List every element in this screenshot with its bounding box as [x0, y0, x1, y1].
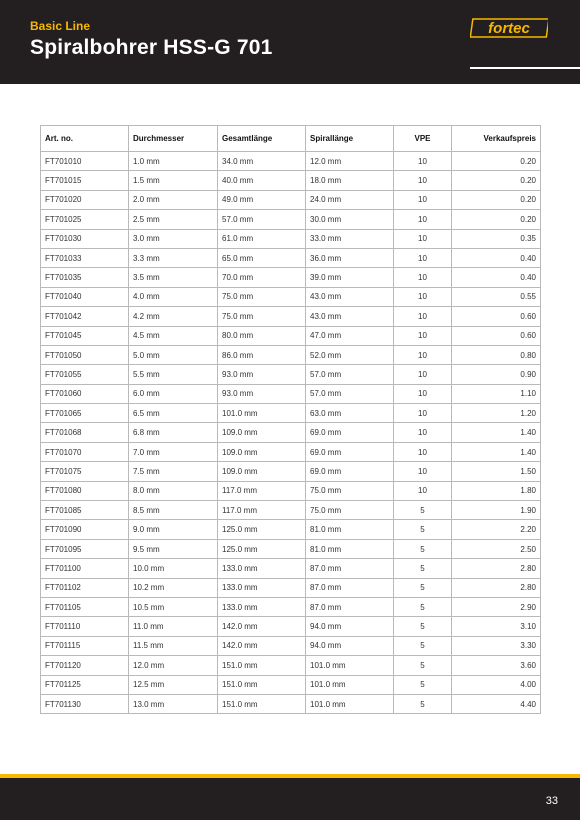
table-row [41, 404, 541, 423]
cell-spirallaenge: 87.0 mm [306, 597, 394, 616]
table-row [41, 326, 541, 345]
cell-spirallaenge: 63.0 mm [306, 404, 394, 423]
cell-verkaufspreis: 4.40 [452, 694, 541, 713]
cell-verkaufspreis: 1.20 [452, 404, 541, 423]
table-row [41, 152, 541, 171]
cell-verkaufspreis: 3.60 [452, 656, 541, 675]
table-row [41, 365, 541, 384]
cell-art-no: FT701050 [41, 345, 129, 364]
cell-verkaufspreis: 0.20 [452, 152, 541, 171]
cell-vpe: 10 [394, 268, 452, 287]
cell-art-no: FT701110 [41, 617, 129, 636]
cell-vpe: 5 [394, 694, 452, 713]
cell-art-no: FT701105 [41, 597, 129, 616]
cell-vpe: 10 [394, 462, 452, 481]
cell-durchmesser: 6.0 mm [129, 384, 218, 403]
cell-durchmesser: 7.0 mm [129, 442, 218, 461]
table-body [41, 152, 541, 714]
logo-text: fortec [488, 20, 530, 37]
cell-durchmesser: 8.0 mm [129, 481, 218, 500]
cell-art-no: FT701125 [41, 675, 129, 694]
cell-verkaufspreis: 1.90 [452, 501, 541, 520]
cell-spirallaenge: 39.0 mm [306, 268, 394, 287]
cell-verkaufspreis: 2.80 [452, 578, 541, 597]
cell-gesamtlaenge: 93.0 mm [218, 365, 306, 384]
cell-verkaufspreis: 3.10 [452, 617, 541, 636]
table-row [41, 675, 541, 694]
cell-spirallaenge: 18.0 mm [306, 171, 394, 190]
cell-durchmesser: 10.0 mm [129, 559, 218, 578]
cell-verkaufspreis: 0.35 [452, 229, 541, 248]
cell-durchmesser: 6.5 mm [129, 404, 218, 423]
cell-durchmesser: 3.5 mm [129, 268, 218, 287]
cell-art-no: FT701100 [41, 559, 129, 578]
table-row [41, 190, 541, 209]
cell-vpe: 10 [394, 404, 452, 423]
table-row [41, 268, 541, 287]
col-header-spirallaenge: Spirallänge [306, 126, 394, 152]
cell-vpe: 5 [394, 539, 452, 558]
cell-art-no: FT701060 [41, 384, 129, 403]
page-number: 33 [545, 795, 558, 807]
page-title: Spiralbohrer HSS-G 701 [30, 36, 273, 59]
cell-durchmesser: 5.5 mm [129, 365, 218, 384]
cell-durchmesser: 1.0 mm [129, 152, 218, 171]
cell-spirallaenge: 43.0 mm [306, 307, 394, 326]
cell-vpe: 10 [394, 210, 452, 229]
table-row [41, 248, 541, 267]
cell-vpe: 5 [394, 675, 452, 694]
cell-gesamtlaenge: 142.0 mm [218, 636, 306, 655]
cell-durchmesser: 10.5 mm [129, 597, 218, 616]
cell-gesamtlaenge: 117.0 mm [218, 481, 306, 500]
cell-vpe: 5 [394, 520, 452, 539]
cell-verkaufspreis: 0.40 [452, 248, 541, 267]
cell-vpe: 5 [394, 578, 452, 597]
table-row [41, 287, 541, 306]
cell-vpe: 10 [394, 152, 452, 171]
cell-gesamtlaenge: 151.0 mm [218, 694, 306, 713]
cell-durchmesser: 12.0 mm [129, 656, 218, 675]
cell-art-no: FT701068 [41, 423, 129, 442]
cell-vpe: 10 [394, 423, 452, 442]
cell-gesamtlaenge: 40.0 mm [218, 171, 306, 190]
table-row [41, 520, 541, 539]
price-table-container [40, 125, 540, 714]
cell-spirallaenge: 94.0 mm [306, 617, 394, 636]
cell-art-no: FT701025 [41, 210, 129, 229]
cell-durchmesser: 11.5 mm [129, 636, 218, 655]
cell-gesamtlaenge: 133.0 mm [218, 559, 306, 578]
cell-spirallaenge: 69.0 mm [306, 442, 394, 461]
cell-verkaufspreis: 1.50 [452, 462, 541, 481]
cell-verkaufspreis: 0.20 [452, 210, 541, 229]
table-row [41, 559, 541, 578]
table-row [41, 656, 541, 675]
table-row [41, 384, 541, 403]
cell-gesamtlaenge: 109.0 mm [218, 423, 306, 442]
col-header-gesamtlaenge: Gesamtlänge [218, 126, 306, 152]
cell-vpe: 10 [394, 442, 452, 461]
product-line-label: Basic Line [30, 19, 91, 33]
header-divider [470, 67, 580, 69]
cell-verkaufspreis: 2.50 [452, 539, 541, 558]
table-row [41, 481, 541, 500]
cell-gesamtlaenge: 125.0 mm [218, 539, 306, 558]
cell-gesamtlaenge: 61.0 mm [218, 229, 306, 248]
table-row [41, 423, 541, 442]
cell-art-no: FT701055 [41, 365, 129, 384]
table-row [41, 442, 541, 461]
cell-gesamtlaenge: 109.0 mm [218, 442, 306, 461]
price-table [40, 125, 541, 714]
cell-gesamtlaenge: 133.0 mm [218, 578, 306, 597]
cell-spirallaenge: 69.0 mm [306, 462, 394, 481]
cell-gesamtlaenge: 70.0 mm [218, 268, 306, 287]
cell-vpe: 10 [394, 365, 452, 384]
table-row [41, 578, 541, 597]
cell-gesamtlaenge: 142.0 mm [218, 617, 306, 636]
cell-durchmesser: 4.0 mm [129, 287, 218, 306]
cell-verkaufspreis: 0.55 [452, 287, 541, 306]
cell-spirallaenge: 69.0 mm [306, 423, 394, 442]
col-header-durchmesser: Durchmesser [129, 126, 218, 152]
cell-art-no: FT701040 [41, 287, 129, 306]
cell-art-no: FT701090 [41, 520, 129, 539]
cell-durchmesser: 5.0 mm [129, 345, 218, 364]
cell-verkaufspreis: 0.60 [452, 326, 541, 345]
cell-spirallaenge: 33.0 mm [306, 229, 394, 248]
cell-verkaufspreis: 1.40 [452, 423, 541, 442]
cell-verkaufspreis: 0.20 [452, 190, 541, 209]
table-row [41, 694, 541, 713]
cell-art-no: FT701075 [41, 462, 129, 481]
cell-gesamtlaenge: 57.0 mm [218, 210, 306, 229]
cell-verkaufspreis: 0.80 [452, 345, 541, 364]
cell-verkaufspreis: 4.00 [452, 675, 541, 694]
cell-vpe: 10 [394, 345, 452, 364]
cell-art-no: FT701102 [41, 578, 129, 597]
cell-vpe: 5 [394, 559, 452, 578]
cell-spirallaenge: 47.0 mm [306, 326, 394, 345]
cell-vpe: 10 [394, 326, 452, 345]
cell-art-no: FT701030 [41, 229, 129, 248]
cell-spirallaenge: 75.0 mm [306, 481, 394, 500]
cell-gesamtlaenge: 80.0 mm [218, 326, 306, 345]
cell-durchmesser: 3.3 mm [129, 248, 218, 267]
cell-gesamtlaenge: 34.0 mm [218, 152, 306, 171]
cell-durchmesser: 6.8 mm [129, 423, 218, 442]
cell-durchmesser: 9.5 mm [129, 539, 218, 558]
cell-durchmesser: 2.5 mm [129, 210, 218, 229]
cell-vpe: 5 [394, 597, 452, 616]
cell-verkaufspreis: 0.90 [452, 365, 541, 384]
cell-art-no: FT701035 [41, 268, 129, 287]
cell-spirallaenge: 101.0 mm [306, 675, 394, 694]
table-row [41, 539, 541, 558]
cell-durchmesser: 4.5 mm [129, 326, 218, 345]
cell-durchmesser: 7.5 mm [129, 462, 218, 481]
table-row [41, 462, 541, 481]
cell-spirallaenge: 57.0 mm [306, 384, 394, 403]
cell-gesamtlaenge: 117.0 mm [218, 501, 306, 520]
cell-vpe: 10 [394, 190, 452, 209]
table-row [41, 617, 541, 636]
cell-art-no: FT701115 [41, 636, 129, 655]
cell-spirallaenge: 36.0 mm [306, 248, 394, 267]
cell-verkaufspreis: 2.90 [452, 597, 541, 616]
cell-vpe: 10 [394, 307, 452, 326]
cell-art-no: FT701130 [41, 694, 129, 713]
cell-art-no: FT701042 [41, 307, 129, 326]
cell-verkaufspreis: 0.40 [452, 268, 541, 287]
cell-gesamtlaenge: 151.0 mm [218, 675, 306, 694]
cell-spirallaenge: 30.0 mm [306, 210, 394, 229]
cell-durchmesser: 11.0 mm [129, 617, 218, 636]
cell-spirallaenge: 81.0 mm [306, 539, 394, 558]
cell-durchmesser: 2.0 mm [129, 190, 218, 209]
cell-art-no: FT701065 [41, 404, 129, 423]
cell-durchmesser: 3.0 mm [129, 229, 218, 248]
cell-verkaufspreis: 1.40 [452, 442, 541, 461]
cell-gesamtlaenge: 125.0 mm [218, 520, 306, 539]
cell-durchmesser: 8.5 mm [129, 501, 218, 520]
cell-durchmesser: 9.0 mm [129, 520, 218, 539]
table-header-row [41, 126, 541, 152]
cell-art-no: FT701080 [41, 481, 129, 500]
cell-art-no: FT701085 [41, 501, 129, 520]
col-header-vpe: VPE [394, 126, 452, 152]
cell-vpe: 10 [394, 384, 452, 403]
cell-vpe: 5 [394, 636, 452, 655]
cell-durchmesser: 4.2 mm [129, 307, 218, 326]
cell-spirallaenge: 12.0 mm [306, 152, 394, 171]
cell-art-no: FT701095 [41, 539, 129, 558]
cell-verkaufspreis: 3.30 [452, 636, 541, 655]
cell-gesamtlaenge: 65.0 mm [218, 248, 306, 267]
cell-gesamtlaenge: 75.0 mm [218, 287, 306, 306]
cell-verkaufspreis: 0.20 [452, 171, 541, 190]
cell-verkaufspreis: 2.20 [452, 520, 541, 539]
cell-vpe: 5 [394, 656, 452, 675]
cell-vpe: 10 [394, 287, 452, 306]
cell-spirallaenge: 24.0 mm [306, 190, 394, 209]
cell-vpe: 10 [394, 171, 452, 190]
cell-art-no: FT701033 [41, 248, 129, 267]
cell-spirallaenge: 75.0 mm [306, 501, 394, 520]
table-row [41, 597, 541, 616]
table-row [41, 501, 541, 520]
cell-vpe: 10 [394, 229, 452, 248]
cell-spirallaenge: 94.0 mm [306, 636, 394, 655]
cell-spirallaenge: 81.0 mm [306, 520, 394, 539]
cell-spirallaenge: 43.0 mm [306, 287, 394, 306]
cell-gesamtlaenge: 151.0 mm [218, 656, 306, 675]
cell-verkaufspreis: 0.60 [452, 307, 541, 326]
cell-art-no: FT701120 [41, 656, 129, 675]
table-row [41, 171, 541, 190]
cell-durchmesser: 10.2 mm [129, 578, 218, 597]
table-row [41, 229, 541, 248]
cell-vpe: 10 [394, 248, 452, 267]
fortec-logo [470, 18, 548, 38]
cell-gesamtlaenge: 93.0 mm [218, 384, 306, 403]
cell-verkaufspreis: 1.80 [452, 481, 541, 500]
table-row [41, 210, 541, 229]
page-footer [0, 778, 580, 820]
table-row [41, 636, 541, 655]
cell-durchmesser: 12.5 mm [129, 675, 218, 694]
cell-art-no: FT701020 [41, 190, 129, 209]
page-header [0, 0, 580, 84]
col-header-verkaufspreis: Verkaufspreis [452, 126, 541, 152]
cell-verkaufspreis: 2.80 [452, 559, 541, 578]
cell-art-no: FT701045 [41, 326, 129, 345]
cell-art-no: FT701010 [41, 152, 129, 171]
col-header-art-no: Art. no. [41, 126, 129, 152]
cell-vpe: 5 [394, 501, 452, 520]
cell-art-no: FT701015 [41, 171, 129, 190]
cell-spirallaenge: 101.0 mm [306, 656, 394, 675]
cell-spirallaenge: 101.0 mm [306, 694, 394, 713]
cell-spirallaenge: 87.0 mm [306, 578, 394, 597]
cell-gesamtlaenge: 49.0 mm [218, 190, 306, 209]
cell-vpe: 5 [394, 617, 452, 636]
cell-durchmesser: 1.5 mm [129, 171, 218, 190]
cell-spirallaenge: 87.0 mm [306, 559, 394, 578]
cell-gesamtlaenge: 109.0 mm [218, 462, 306, 481]
cell-spirallaenge: 57.0 mm [306, 365, 394, 384]
cell-art-no: FT701070 [41, 442, 129, 461]
table-row [41, 345, 541, 364]
cell-gesamtlaenge: 86.0 mm [218, 345, 306, 364]
table-row [41, 307, 541, 326]
cell-gesamtlaenge: 133.0 mm [218, 597, 306, 616]
cell-verkaufspreis: 1.10 [452, 384, 541, 403]
cell-gesamtlaenge: 101.0 mm [218, 404, 306, 423]
cell-vpe: 10 [394, 481, 452, 500]
cell-spirallaenge: 52.0 mm [306, 345, 394, 364]
cell-durchmesser: 13.0 mm [129, 694, 218, 713]
cell-gesamtlaenge: 75.0 mm [218, 307, 306, 326]
